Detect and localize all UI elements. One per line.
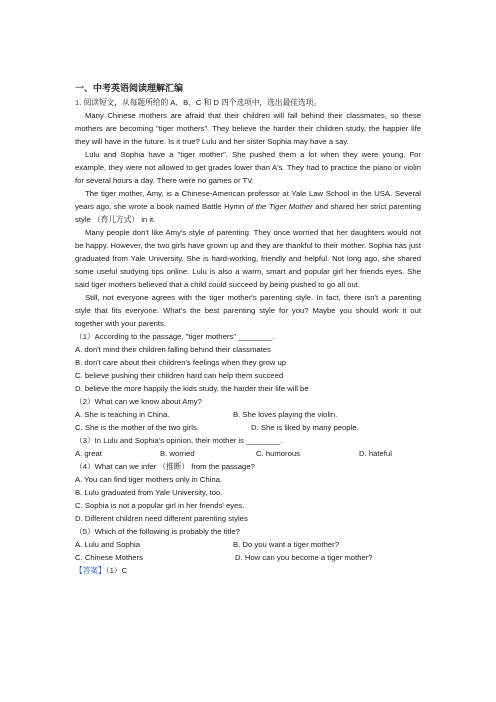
question-4-stem: （4）What can we infer （推断） from the passage? [75,462,255,471]
question-4-option-a: A. You can find tiger mothers only in China. [75,475,223,484]
passage-paragraph-5: Still, not everyone agrees with the tiger mother's parenting style. In fact, there isn't a parenting style that fits everyone. What's the best parenting style for you? Maybe you should work it out together with your parents. [75,293,421,328]
passage-paragraph-3 [75,187,421,226]
passage-paragraph-4: Many people don't like Amy's style of parenting. They once worried that her daughters would not be happy. However, the two girls have grown up and they are thankful to their mother. Sophia has just graduated from Yale University. She is hard-working, friendly and helpful. Not long ago, she shared some useful studying tips online. Lulu is also a warm, smart and popular girl her friends eyes. She said tiger mothers believed that a child could succeed by being pushed to go all out. [75,228,421,289]
question-4-option-c: C. Sophia is not a popular girl in her friends' eyes. [75,501,245,510]
question-5-option-c: C. Chinese Mothers [75,553,143,562]
question-1-option-c: C. believe pushing their children hard can help them succeed [75,371,284,380]
answer-label: 【答案】 [75,566,106,575]
question-1-option-a: A. don't mind their children falling behind their classmates [75,345,271,354]
question-number: 1. [75,98,82,107]
passage-paragraph-2: Lulu and Sophia have a "tiger mother". She pushed them a lot when they were young. For example, they were not allowed to get grades lower than A's. They had to practice the piano or violin for several hours a day. There were no games or TV. [75,150,421,185]
question-1-option-d: D. believe the more happily the kids study, the harder their life will be [75,384,309,393]
question-5-option-b: B. Do you want a tiger mother? [233,540,339,549]
question-4-option-d: D. Different children need different parenting styles [75,514,248,523]
book-title-italic: of the Tiger Mother [246,202,313,211]
question-2-stem: （2）What can we know about Amy? [75,397,202,406]
question-3-stem: （3）In Lulu and Sophia's opinion, their mother is ________. [75,436,283,445]
question-1-option-b: B. don't care about their children's feelings when they grow up [75,358,287,367]
question-5-option-a: A. Lulu and Sophia [75,540,140,549]
section-title: 一、中考英语阅读理解汇编 [75,83,184,93]
question-3-option-d: D. hateful [359,449,392,458]
passage-paragraph-1: Many Chinese mothers are afraid that their children will fall behind their classmates, so these mothers are becoming "tiger mothers". They believe the harder their children study, the happier life they will have in the future. Is it true? Lulu and her sister Sophia may have a say. [75,111,421,146]
question-2-option-b: B. She loves playing the violin. [233,410,338,419]
question-3-option-a: A. great [75,449,102,458]
question-3-options-row [75,447,421,460]
question-5-options-row-1 [75,538,421,551]
para3-text-before: The tiger mother, Amy, is a Chinese-American professor at Yale Law School in the USA. Several years ago, she wrote a book named Battle Hymn [75,189,421,211]
question-intro [75,96,421,109]
question-2-options-row-2 [75,421,421,434]
question-5-stem: （5）Which of the following is probably the title? [75,527,240,536]
answer-line [75,564,421,577]
question-3-option-b: B. worried [160,449,195,458]
question-instruction: 阅读短文，从每题所给的 A、B、C 和 D 四个选项中，选出最佳选项。 [83,98,322,107]
question-3-option-c: C. humorous [256,449,301,458]
question-5-options-row-2 [75,551,421,564]
question-4-option-b: B. Lulu graduated from Yale University, too. [75,488,223,497]
question-2-option-a: A. She is teaching in China. [75,410,170,419]
question-2-option-c: C. She is the mother of the two girls. [75,423,199,432]
document-body [75,81,421,577]
question-1-stem: （1）According to the passage, "tiger mothers" ________. [75,332,275,341]
para3-text-after: and shared her strict parenting style （育儿方式） in it. [75,202,421,224]
question-2-option-d: D. She is liked by many people. [251,423,359,432]
question-5-option-d: D. How can you become a tiger mother? [235,553,373,562]
question-2-options-row-1 [75,408,421,421]
answer-text: （1）C [105,566,128,575]
